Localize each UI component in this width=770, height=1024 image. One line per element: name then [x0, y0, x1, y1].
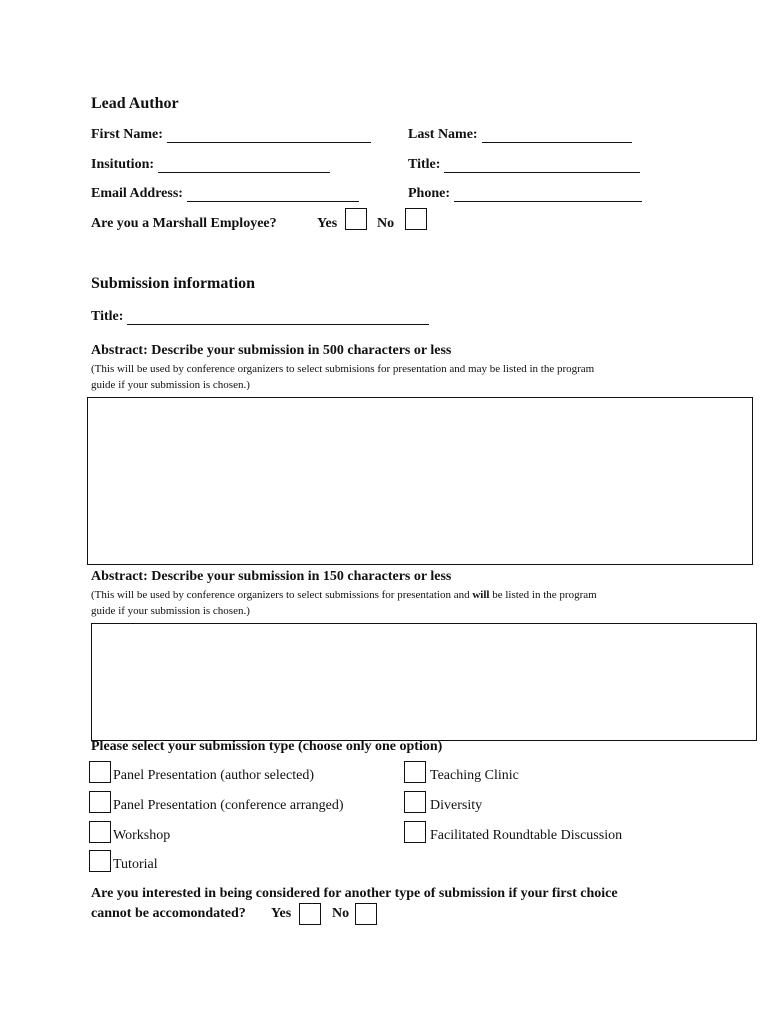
panel-conference-arranged-checkbox[interactable]	[89, 791, 111, 813]
tutorial-label: Tutorial	[113, 857, 158, 872]
tutorial-checkbox[interactable]	[89, 850, 111, 872]
employee-question: Are you a Marshall Employee?	[91, 216, 277, 231]
abstract-short-note-part3: be listed in the program	[489, 589, 597, 601]
author-title-label: Title:	[408, 157, 441, 172]
author-title-line[interactable]	[444, 158, 640, 173]
email-field[interactable]	[91, 186, 359, 202]
teaching-clinic-label: Teaching Clinic	[430, 768, 519, 783]
abstract-short-note-line2: guide if your submission is chosen.)	[91, 605, 250, 617]
phone-label: Phone:	[408, 186, 450, 201]
employee-yes-label: Yes	[317, 216, 338, 231]
abstract-short-note-emphasis: will	[472, 589, 490, 601]
alternate-question-line1: Are you interested in being considered for another type of submission if your first choice	[91, 886, 618, 901]
submission-title-label: Title:	[91, 309, 124, 324]
last-name-label: Last Name:	[408, 127, 478, 142]
phone-line[interactable]	[454, 187, 642, 202]
institution-field[interactable]	[91, 157, 330, 173]
alternate-question-line2: cannot be accomondated?	[91, 906, 246, 921]
panel-conference-arranged-label: Panel Presentation (conference arranged)	[113, 798, 344, 813]
abstract-long-note-line2: guide if your submission is chosen.)	[91, 379, 250, 391]
submission-title-line[interactable]	[127, 310, 429, 325]
institution-line[interactable]	[158, 158, 330, 173]
abstract-long-heading: Abstract: Describe your submission in 500 characters or less	[91, 343, 452, 358]
employee-yes-checkbox[interactable]	[345, 208, 367, 230]
last-name-field[interactable]	[408, 127, 632, 143]
employee-no-label: No	[377, 216, 395, 231]
author-title-field[interactable]	[408, 157, 640, 173]
alternate-no-checkbox[interactable]	[355, 903, 377, 925]
workshop-label: Workshop	[113, 828, 171, 843]
phone-field[interactable]	[408, 186, 642, 202]
abstract-short-note-part1: (This will be used by conference organizers to select submissions for presentation and	[91, 589, 473, 601]
first-name-line[interactable]	[167, 128, 371, 143]
first-name-field[interactable]	[91, 127, 371, 143]
abstract-long-note-line1: (This will be used by conference organizers to select submisions for presentation and may be listed in the program	[91, 363, 595, 375]
submission-heading: Submission information	[91, 275, 256, 292]
email-line[interactable]	[187, 187, 359, 202]
abstract-long-textarea[interactable]	[87, 397, 753, 565]
last-name-line[interactable]	[482, 128, 632, 143]
email-label: Email Address:	[91, 186, 183, 201]
submission-title-field[interactable]	[91, 309, 429, 325]
roundtable-checkbox[interactable]	[404, 821, 426, 843]
institution-label: Insitution:	[91, 157, 155, 172]
alternate-yes-checkbox[interactable]	[299, 903, 321, 925]
diversity-label: Diversity	[430, 798, 483, 813]
teaching-clinic-checkbox[interactable]	[404, 761, 426, 783]
roundtable-label: Facilitated Roundtable Discussion	[430, 828, 623, 843]
workshop-checkbox[interactable]	[89, 821, 111, 843]
abstract-short-note-line1	[91, 587, 597, 603]
abstract-short-heading: Abstract: Describe your submission in 150 characters or less	[91, 569, 452, 584]
panel-author-selected-checkbox[interactable]	[89, 761, 111, 783]
alternate-yes-label: Yes	[271, 906, 292, 921]
panel-author-selected-label: Panel Presentation (author selected)	[113, 768, 314, 783]
alternate-no-label: No	[332, 906, 350, 921]
lead-author-heading: Lead Author	[91, 95, 179, 112]
employee-no-checkbox[interactable]	[405, 208, 427, 230]
abstract-short-textarea[interactable]	[91, 623, 757, 741]
submission-type-heading: Please select your submission type (choose only one option)	[91, 739, 443, 754]
diversity-checkbox[interactable]	[404, 791, 426, 813]
first-name-label: First Name:	[91, 127, 163, 142]
